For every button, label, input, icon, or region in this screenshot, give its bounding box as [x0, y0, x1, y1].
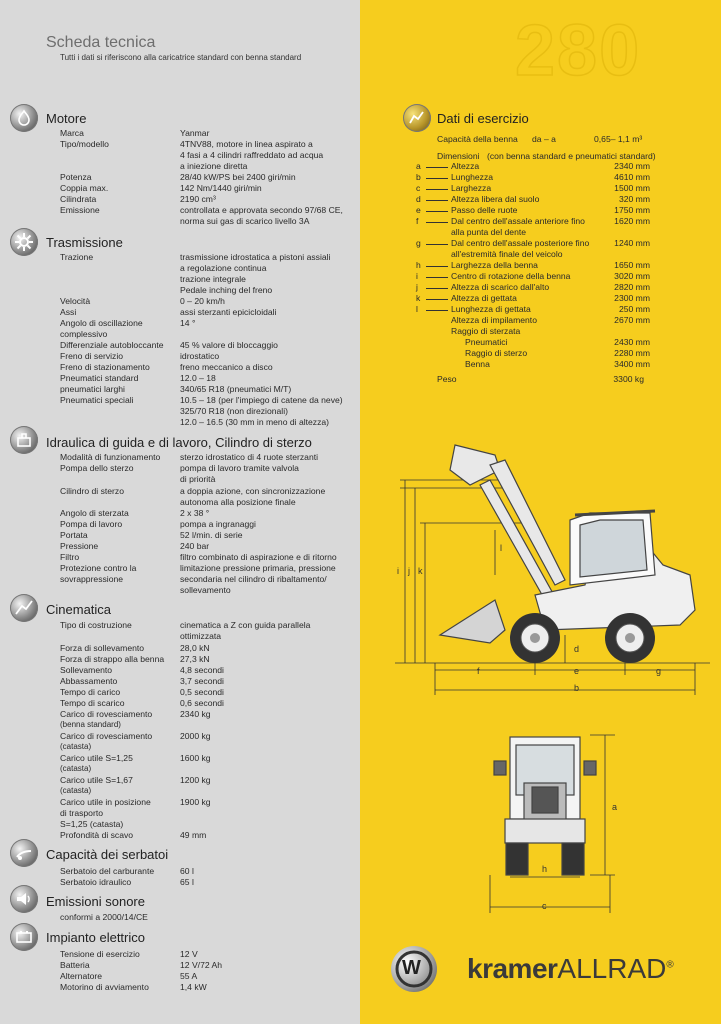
dim-label-i: i: [397, 566, 399, 576]
dim-value: 1750 mm: [614, 205, 650, 215]
page-subtitle: Tutti i dati si riferiscono alla caricatrice standard con benna standard: [60, 53, 302, 62]
spec-label: Tensione di esercizio: [60, 949, 140, 959]
dim-value: 1650 mm: [614, 260, 650, 270]
spec-value: 1900 kg: [180, 797, 211, 807]
spec-label: Velocità: [60, 296, 91, 306]
spec-label: Potenza: [60, 172, 92, 182]
spec-label: Tempo di scarico: [60, 698, 125, 708]
spec-value: 0,6 secondi: [180, 698, 224, 708]
spec-value: 27,3 kN: [180, 654, 210, 664]
dim-desc: Larghezza: [451, 183, 492, 193]
spec-label: Forza di strappo alla benna: [60, 654, 165, 664]
spec-label: Freno di servizio: [60, 351, 124, 361]
dim-letter: i: [416, 271, 418, 281]
model-number: 280: [515, 11, 642, 91]
dim-desc: Lunghezza di gettata: [451, 304, 531, 314]
spec-value: 12 V/72 Ah: [180, 960, 223, 970]
dim-letter: f: [416, 216, 419, 226]
spec-value: 10.5 – 18 (per l'impiego di catene da neve): [180, 395, 343, 405]
brand-logo-letter: W: [402, 957, 421, 979]
spec-value: 4 fasi a 4 cilindri raffreddato ad acqua: [180, 150, 324, 160]
spec-label: Tipo di costruzione: [60, 620, 132, 630]
spec-label: Sollevamento: [60, 665, 113, 675]
loader-front-view: [480, 725, 650, 915]
dim-desc: Altezza: [451, 161, 480, 171]
dim-value: 250 mm: [618, 304, 650, 314]
spec-value: 0,5 secondi: [180, 687, 224, 697]
spec-label: (catasta): [60, 786, 92, 795]
dim-value: 1240 mm: [614, 238, 650, 248]
dim-letter: h: [416, 260, 421, 270]
dim-value: 2300 mm: [614, 293, 650, 303]
spec-value: norma sui gas di scarico livello 3A: [180, 216, 310, 226]
spec-label: Carico utile in posizione: [60, 797, 151, 807]
dim-desc: Altezza libera dal suolo: [451, 194, 540, 204]
spec-label: di trasporto: [60, 808, 103, 818]
dim-letter: l: [416, 304, 418, 314]
spec-label: Carico di rovesciamento: [60, 731, 153, 741]
spec-label: Batteria: [60, 960, 90, 970]
spec-value: 340/65 R18 (pneumatici M/T): [180, 384, 292, 394]
spec-label: Tipo/modello: [60, 139, 109, 149]
raggio-value: 3400 mm: [614, 359, 650, 369]
dim-label-l: l: [500, 543, 502, 553]
spec-value: idrostatico: [180, 351, 220, 361]
spec-label: Angolo di oscillazione: [60, 318, 143, 328]
spec-value: secondaria nel cilindro di ribaltamento/: [180, 574, 327, 584]
spec-value: di priorità: [180, 474, 216, 484]
spec-label: Tempo di carico: [60, 687, 121, 697]
spec-value: 240 bar: [180, 541, 210, 551]
capacita-range: da – a: [532, 134, 556, 144]
spec-label: S=1,25 (catasta): [60, 819, 124, 829]
brand-reg-mark: ®: [666, 959, 674, 971]
spec-value: a doppia azione, con sincronizzazione: [180, 486, 326, 496]
spec-value: pompa di lavoro tramite valvola: [180, 463, 299, 473]
peso-label: Peso: [437, 374, 457, 384]
spec-label: Pressione: [60, 541, 99, 551]
battery-icon: [10, 923, 38, 951]
spec-value: controllata e approvata secondo 97/68 CE,: [180, 205, 343, 215]
dim-value: 4610 mm: [614, 172, 650, 182]
dim-leader: [426, 211, 448, 212]
spec-label: Forza di sollevamento: [60, 643, 145, 653]
dim-label-a: a: [612, 802, 618, 812]
dim-leader: [426, 266, 448, 267]
spec-value: 65 l: [180, 877, 194, 887]
dim-letter: e: [416, 205, 421, 215]
spec-label: Pompa dello sterzo: [60, 463, 134, 473]
raggio-value: 2280 mm: [614, 348, 650, 358]
dim-letter: k: [416, 293, 421, 303]
dim-leader: [426, 167, 448, 168]
dim-desc: Dal centro dell'assale anteriore fino: [451, 216, 585, 226]
dim-desc: Altezza di scarico dall'alto: [451, 282, 550, 292]
brand-logo-icon: [391, 946, 437, 992]
page-title: Scheda tecnica: [46, 34, 156, 51]
spec-label: Carico di rovesciamento: [60, 709, 153, 719]
spec-value: 142 Nm/1440 giri/min: [180, 183, 262, 193]
raggio-desc: Benna: [465, 359, 490, 369]
dim-leader: [426, 222, 448, 223]
spec-value: trasmissione idrostatica a pistoni assiali: [180, 252, 331, 262]
dim-leader: [426, 277, 448, 278]
section-title-idraulica: Idraulica di guida e di lavoro, Cilindro di sterzo: [46, 435, 312, 450]
spec-label: Motorino di avviamento: [60, 982, 149, 992]
spec-value: 45 % valore di bloccaggio: [180, 340, 278, 350]
spec-value: a regolazione continua: [180, 263, 267, 273]
tank-icon: [10, 839, 38, 867]
spec-value: filtro combinato di aspirazione e di ritorno: [180, 552, 337, 562]
dim-leader: [426, 178, 448, 179]
engine-icon: [10, 104, 38, 132]
spec-value: 2340 kg: [180, 709, 211, 719]
dim-leader: [426, 244, 448, 245]
spec-value: assi sterzanti epicicloidali: [180, 307, 277, 317]
spec-label: complessivo: [60, 329, 108, 339]
dim-letter: b: [416, 172, 421, 182]
section-title-serbatoi: Capacità dei serbatoi: [46, 847, 169, 862]
dimensioni-label: Dimensioni: [437, 151, 480, 161]
spec-label: Serbatoio idraulico: [60, 877, 132, 887]
spec-value: 0 – 20 km/h: [180, 296, 225, 306]
dim-leader: [426, 310, 448, 311]
spec-label: Alternatore: [60, 971, 103, 981]
section-title-cinematica: Cinematica: [46, 602, 112, 617]
spec-label: Cilindrata: [60, 194, 97, 204]
dim-desc: Lunghezza: [451, 172, 494, 182]
brand-name-thin: ALLRAD: [557, 953, 667, 984]
spec-label: Abbassamento: [60, 676, 118, 686]
dim-label-f: f: [477, 666, 480, 676]
dim-letter: g: [416, 238, 421, 248]
dim-desc: alla punta del dente: [451, 227, 527, 237]
dim-value: 2340 mm: [614, 161, 650, 171]
kinematics-icon: [10, 594, 38, 622]
brand-name-bold: kramer: [467, 953, 558, 984]
spec-value: 325/70 R18 (non direzionali): [180, 406, 288, 416]
dim-value: 1620 mm: [614, 216, 650, 226]
raggio-desc: Raggio di sterzo: [465, 348, 528, 358]
spec-value: sterzo idrostatico di 4 ruote sterzanti: [180, 452, 319, 462]
dim-letter: c: [416, 183, 421, 193]
spec-label: (benna standard): [60, 720, 121, 729]
raggio-desc: Pneumatici: [465, 337, 508, 347]
dim-label-b: b: [574, 683, 580, 693]
spec-label: Pompa di lavoro: [60, 519, 123, 529]
spec-value: 2190 cm³: [180, 194, 216, 204]
dim-desc: Altezza di gettata: [451, 293, 517, 303]
spec-label: Portata: [60, 530, 88, 540]
dim-value: 1500 mm: [614, 183, 650, 193]
dim-label-j: j: [408, 566, 410, 576]
dim-label-k: k: [418, 566, 423, 576]
spec-value: pompa a ingranaggi: [180, 519, 256, 529]
spec-value: limitazione pressione primaria, pressione: [180, 563, 336, 573]
spec-value: 1600 kg: [180, 753, 211, 763]
spec-value: Pedale inching del freno: [180, 285, 273, 295]
spec-value: autonoma alla posizione finale: [180, 497, 296, 507]
spec-label: Coppia max.: [60, 183, 109, 193]
spec-value: ottimizzata: [180, 631, 222, 641]
dim-leader: [426, 299, 448, 300]
dim-label-g: g: [656, 666, 662, 676]
dim-value: 3020 mm: [614, 271, 650, 281]
spec-value: a iniezione diretta: [180, 161, 248, 171]
dim-value: 320 mm: [618, 194, 650, 204]
spec-value: 12 V: [180, 949, 198, 959]
dim-leader: [426, 200, 448, 201]
spec-value: 3,7 secondi: [180, 676, 224, 686]
section-title-trasmissione: Trasmissione: [46, 235, 123, 250]
spec-value: 28/40 kW/PS bei 2400 giri/min: [180, 172, 296, 182]
spec-value: Yanmar: [180, 128, 210, 138]
gear-icon: [10, 228, 38, 256]
spec-label: Differenziale autobloccante: [60, 340, 164, 350]
brand-wordmark: [467, 953, 673, 985]
dim-value: 2820 mm: [614, 282, 650, 292]
raggio-label: Raggio di sterzata: [451, 326, 521, 336]
dim-desc: Dal centro dell'assale posteriore fino: [451, 238, 590, 248]
spec-label: Filtro: [60, 552, 80, 562]
spec-label: Assi: [60, 307, 77, 317]
spec-value: freno meccanico a disco: [180, 362, 273, 372]
spec-label: pneumatici larghi: [60, 384, 125, 394]
spec-value: 12.0 – 18: [180, 373, 216, 383]
spec-label: (catasta): [60, 742, 92, 751]
section-title-emissioni: Emissioni sonore: [46, 894, 145, 909]
capacita-value: 0,65– 1,1 m³: [594, 134, 643, 144]
dim-desc: Centro di rotazione della benna: [451, 271, 571, 281]
spec-value: 52 l/min. di serie: [180, 530, 243, 540]
spec-value: 28,0 kN: [180, 643, 210, 653]
dim-label-c: c: [542, 901, 547, 911]
spec-label: Freno di stazionamento: [60, 362, 150, 372]
dim-desc: Altezza di impilamento: [451, 315, 537, 325]
sound-icon: [10, 885, 38, 913]
spec-label: Pneumatici speciali: [60, 395, 134, 405]
capacita-label: Capacità della benna: [437, 134, 518, 144]
spec-value: 14 °: [180, 318, 196, 328]
spec-label: Emissione: [60, 205, 100, 215]
dim-leader: [426, 189, 448, 190]
spec-value: 49 mm: [180, 830, 207, 840]
spec-value: cinematica a Z con guida parallela: [180, 620, 311, 630]
spec-label: Cilindro di sterzo: [60, 486, 124, 496]
dim-leader: [426, 288, 448, 289]
dim-label-d: d: [574, 644, 580, 654]
spec-value: 12.0 – 16.5 (30 mm in meno di altezza): [180, 417, 330, 427]
dim-letter: d: [416, 194, 421, 204]
peso-value: 3300 kg: [613, 374, 644, 384]
spec-label: Profondità di scavo: [60, 830, 134, 840]
hydraulic-icon: [10, 426, 38, 454]
dim-letter: a: [416, 161, 421, 171]
spec-value: 55 A: [180, 971, 198, 981]
spec-label: Serbatoio del carburante: [60, 866, 155, 876]
dim-label-e: e: [574, 666, 580, 676]
dim-letter: j: [416, 282, 418, 292]
spec-value: 4,8 secondi: [180, 665, 224, 675]
spec-label: Modalità di funzionamento: [60, 452, 161, 462]
section-title-motore: Motore: [46, 111, 87, 126]
spec-label: Trazione: [60, 252, 94, 262]
spec-label: Carico utile S=1,67: [60, 775, 133, 785]
spec-label: Pneumatici standard: [60, 373, 139, 383]
spec-value: 4TNV88, motore in linea aspirato a: [180, 139, 313, 149]
dim-value: 2670 mm: [614, 315, 650, 325]
dimensioni-note: (con benna standard e pneumatici standard): [487, 151, 656, 161]
dim-label-h: h: [542, 864, 548, 874]
spec-label: sovrappressione: [60, 574, 124, 584]
dim-desc: Passo delle ruote: [451, 205, 518, 215]
spec-label: Carico utile S=1,25: [60, 753, 133, 763]
spec-label: Marca: [60, 128, 84, 138]
spec-label: Protezione contro la: [60, 563, 137, 573]
spec-value: sollevamento: [180, 585, 231, 595]
spec-value: trazione integrale: [180, 274, 246, 284]
dim-desc: all'estremità finale del veicolo: [451, 249, 563, 259]
spec-label: (catasta): [60, 764, 92, 773]
spec-value: 1200 kg: [180, 775, 211, 785]
dim-desc: Larghezza della benna: [451, 260, 538, 270]
spec-value: 1,4 kW: [180, 982, 207, 992]
loader-side-view: [395, 425, 710, 700]
raggio-value: 2430 mm: [614, 337, 650, 347]
emissioni-text: conformi a 2000/14/CE: [60, 912, 148, 922]
spec-value: 2000 kg: [180, 731, 211, 741]
spec-value: 2 x 38 °: [180, 508, 210, 518]
spec-value: 60 l: [180, 866, 194, 876]
operating-data-icon: [403, 104, 431, 132]
spec-label: Angolo di sterzata: [60, 508, 129, 518]
section-title-impianto: Impianto elettrico: [46, 930, 145, 945]
section-title-esercizio: Dati di esercizio: [437, 111, 529, 126]
